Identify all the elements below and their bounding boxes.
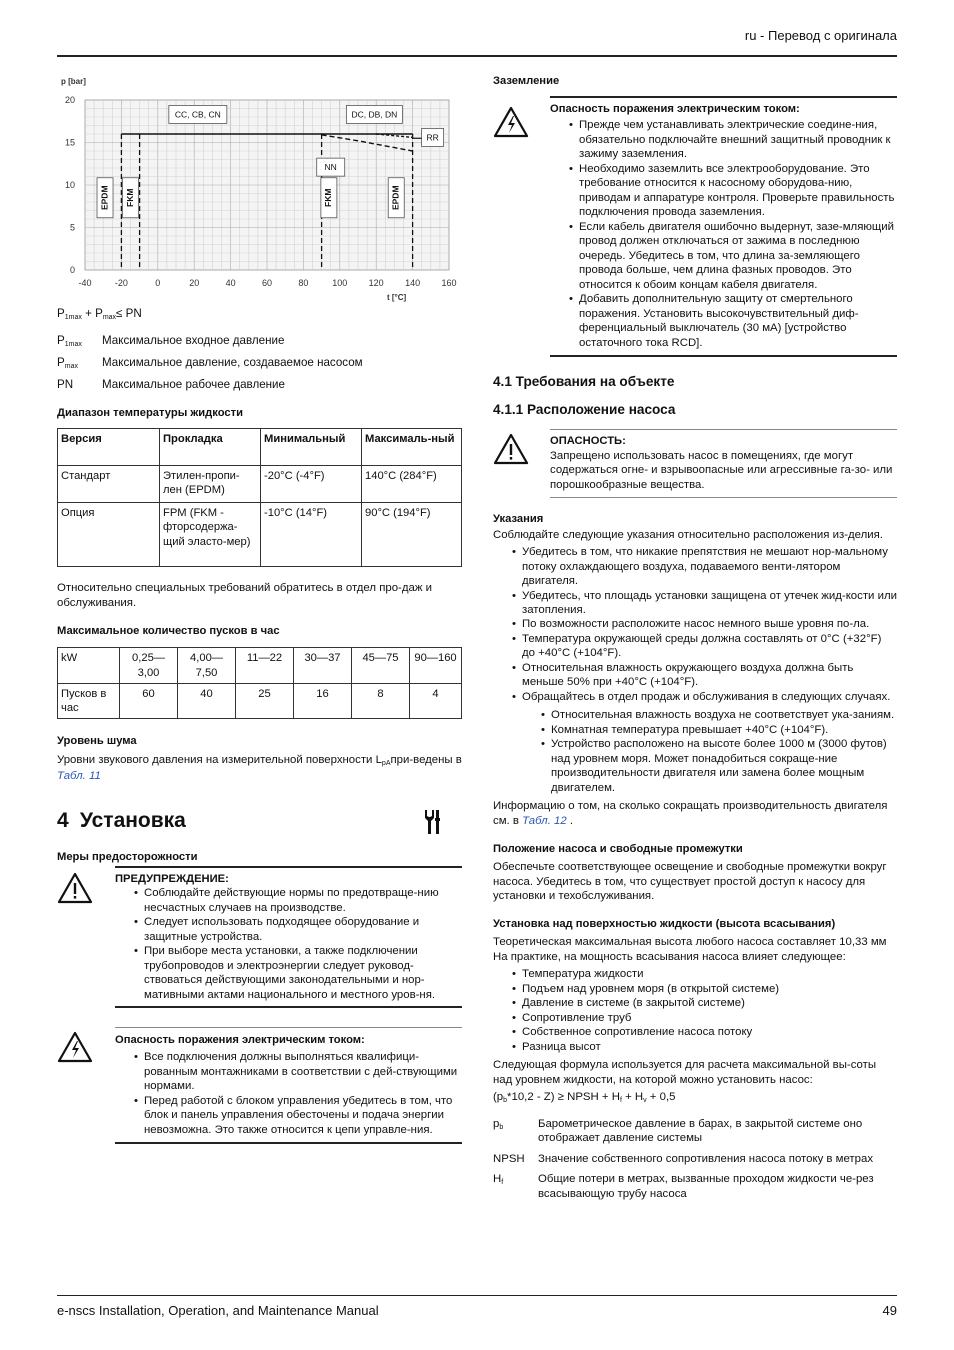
warning-list	[132, 886, 462, 1002]
x-tick-label: 0	[155, 278, 161, 288]
y-tick-label: 10	[64, 180, 75, 190]
definition-row: Pmax Максимальное давление, создаваемое насосом	[57, 355, 363, 370]
list-item: • Сопротивление труб	[510, 1011, 897, 1025]
list-item: • Относительная влажность воздуха не соответствует ука-заниям.	[539, 708, 897, 722]
table-cell: Стандарт	[58, 466, 160, 503]
table-cell: 90—160	[410, 648, 462, 683]
suction-title: Установка над поверхностью жидкости (высота всасывания)	[493, 917, 836, 930]
list-item: • Прежде чем устанавливать электрические соедине-ния, обязательно подключайте внешний защитный проводник к зажиму заземления.	[567, 118, 897, 161]
pressure-temperature-chart	[57, 72, 462, 304]
x-tick-label: -40	[78, 278, 92, 288]
left-column	[57, 307, 462, 864]
pressure-definitions	[57, 332, 462, 394]
list-item: • По возможности расположите насос немного выше уровня по-ла.	[510, 617, 897, 631]
list-item: • Перед работой с блоком управления убедитесь в том, что блок и панель управления обесточены и подача энергии невозможна. Это также относится к цепи управле-ния.	[132, 1094, 462, 1137]
table-cell: 25	[236, 683, 294, 718]
section-4-1-heading: 4.1 Требования на объекте	[493, 374, 675, 390]
list-item: • При выборе места установки, а также подключении трубопроводов и электроэнергии следует руковод-ствоваться действующими законодательными и нор-мативными актами национального и местного уров-ня.	[132, 944, 462, 1002]
warning-title: ПРЕДУПРЕЖДЕНИЕ:	[115, 873, 229, 885]
grounding-warning-title: Опасность поражения электрическим током:	[550, 103, 800, 116]
starts-table	[57, 647, 462, 719]
suction-text: Теоретическая максимальная высота любого насоса составляет 10,33 мм На практике, на мощность всасывания насоса влияет следующее:	[493, 936, 887, 963]
list-item: • Следует использовать подходящее оборудование и защитные устройства.	[132, 915, 462, 944]
y-tick-label: 20	[64, 95, 75, 105]
table-cell: kW	[58, 648, 120, 683]
noise-title: Уровень шума	[57, 735, 137, 748]
x-tick-label: 40	[225, 278, 236, 288]
formula-definitions	[493, 1117, 897, 1201]
chapter-title: Установка	[79, 808, 186, 832]
starts-title: Максимальное количество пусков в час	[57, 625, 280, 638]
notes-title: Указания	[493, 513, 544, 526]
table-row	[58, 683, 462, 718]
chapter-heading	[57, 808, 462, 838]
temp-range-title: Диапазон температуры жидкости	[57, 406, 243, 419]
grounding-title: Заземление	[493, 75, 560, 87]
y-tick-label: 15	[64, 137, 75, 148]
list-item: • Обращайтесь в отдел продаж и обслуживания в следующих случаях.	[510, 690, 897, 704]
electric-hazard-icon	[57, 1031, 93, 1063]
list-item: • Комнатная температура превышает +40°C (+104°F).	[539, 723, 897, 737]
table-cell: 11—22	[236, 648, 294, 683]
table-row	[58, 503, 462, 567]
table-header-row	[58, 429, 462, 466]
definition-row: pb Барометрическое давление в барах, в закрытой системе оно отображает давление системы	[493, 1117, 863, 1145]
list-item: • Температура жидкости	[510, 967, 897, 981]
table-cell: Пусков в час	[58, 683, 120, 718]
x-axis-label: t [°C]	[387, 293, 407, 302]
list-item: • Давление в системе (в закрытой системе)	[510, 996, 897, 1010]
footer-title: e-nscs Installation, Operation, and Maintenance Manual	[57, 1303, 379, 1318]
table-11-link[interactable]: Табл. 11	[57, 770, 101, 783]
danger-text: Запрещено использовать насос в помещениях, где могут содержаться огне- и взрывоопасные или агрессивные га-зо- или порошкообразные вещества.	[550, 449, 893, 491]
temp-note: Относительно специальных требований обратитесь в отдел про-даж и обслуживания.	[57, 582, 432, 609]
x-tick-label: 120	[368, 278, 384, 288]
list-item: • Добавить дополнительную защиту от смертельного поражения. Установить высокочувствительный диф-ференциальный выключатель (30 мА) [устройство остаточного тока RCD].	[567, 292, 897, 350]
suction-list	[510, 967, 897, 1054]
table-cell: 8	[352, 683, 410, 718]
x-tick-label: 20	[189, 278, 200, 288]
chapter-number: 4	[57, 808, 69, 832]
precautions-title: Меры предосторожности	[57, 850, 198, 863]
material-label: FKM	[323, 188, 334, 207]
warning-box	[57, 866, 462, 1008]
table-cell: -20°C (-4°F)	[261, 466, 362, 503]
pressure-formula: P1max + Pmax≤ PN	[57, 307, 142, 321]
table-cell: 140°C (284°F)	[362, 466, 462, 503]
footer-rule	[57, 1295, 897, 1296]
table-cell: 4,00— 7,50	[178, 648, 236, 683]
danger-bottom-rule	[550, 497, 897, 498]
table-cell: FPM (FKM - фторсодержа-щий эласто-мер)	[160, 503, 261, 567]
header-rule	[57, 55, 897, 57]
table-header-cell: Максималь-ный	[362, 429, 462, 466]
list-item: • Соблюдайте действующие нормы по предотвраще-нию несчастных случаев на производстве.	[132, 886, 462, 915]
danger-title: ОПАСНОСТЬ:	[550, 434, 626, 447]
grounding-list	[567, 118, 897, 350]
table-cell: 40	[178, 683, 236, 718]
warning-bottom-rule	[115, 1006, 462, 1008]
series-callout-label: NN	[324, 162, 337, 173]
tools-icon	[421, 808, 443, 836]
x-tick-label: -20	[114, 278, 128, 288]
table-cell: 0,25— 3,00	[120, 648, 178, 683]
electric-bottom-rule	[115, 1142, 462, 1144]
material-label: EPDM	[99, 185, 110, 211]
table-cell: 60	[120, 683, 178, 718]
list-item: • Убедитесь, что площадь установки защищена от утечек жид-кости или затопления.	[510, 589, 897, 618]
list-item: • Относительная влажность окружающего воздуха должна быть меньше 50% при +40°C (+104°F).	[510, 661, 897, 690]
electric-title: Опасность поражения электрическим током:	[115, 1034, 365, 1046]
series-callout-label: RR	[426, 132, 439, 143]
x-tick-label: 60	[261, 278, 273, 288]
table-header-cell: Минимальный	[261, 429, 362, 466]
warning-top-rule	[115, 866, 462, 868]
danger-triangle-icon	[493, 433, 529, 465]
list-item: • Убедитесь в том, что никакие препятствия не мешают нор-мальному потоку охлаждающего воздуха, подаваемого венти-лятором двигателя.	[510, 545, 897, 588]
definition-row: PN Максимальное рабочее давление	[57, 377, 285, 391]
warning-triangle-icon	[57, 872, 93, 904]
table-header-cell: Версия	[58, 429, 160, 466]
table-header-cell: Прокладка	[160, 429, 261, 466]
table-cell: 90°C (194°F)	[362, 503, 462, 567]
x-tick-label: 160	[441, 278, 457, 288]
table-cell: -10°C (14°F)	[261, 503, 362, 567]
position-text: Обеспечьте соответствующее освещение и свободные промежутки вокруг насоса. Убедитесь в том, что существует простой доступ к насосу для установки и техобслуживания.	[493, 861, 887, 903]
y-axis-label: p [bar]	[61, 77, 86, 86]
list-item: • Разница высот	[510, 1040, 897, 1054]
y-tick-label: 5	[69, 222, 75, 233]
table-cell: 16	[294, 683, 352, 718]
x-tick-label: 100	[332, 278, 348, 288]
grounding-top-rule	[550, 96, 897, 98]
x-tick-label: 140	[405, 278, 421, 288]
list-item: • Все подключения должны выполняться квалифици-рованным монтажниками в соответствии с дей-ствующими нормами.	[132, 1050, 462, 1093]
table-cell: Опция	[58, 503, 160, 567]
list-item: • Собственное сопротивление насоса потоку	[510, 1025, 897, 1039]
definition-row: Hf Общие потери в метрах, вызванные проходом жидкости че-рез всасывающую трубу насоса	[493, 1173, 874, 1200]
list-item: • Температура окружающей среды должна составлять от 0°C (+32°F) до +40°C (+104°F).	[510, 632, 897, 661]
suction-formula: (pb*10,2 - Z) ≥ NPSH + Hf + Hv + 0,5	[493, 1091, 676, 1104]
material-label: EPDM	[390, 185, 401, 211]
table-cell: 45—75	[352, 648, 410, 683]
danger-top-rule	[550, 429, 897, 430]
table-row	[58, 648, 462, 683]
electric-hazard-box	[57, 1027, 462, 1144]
electric-hazard-icon	[493, 106, 529, 138]
noise-text: Уровни звукового давления на измерительной поверхности LpAпри-ведены в Табл. 11	[57, 754, 462, 783]
notes-intro: Соблюдайте следующие указания относительно расположения из-делия.	[493, 528, 883, 541]
material-label: FKM	[124, 188, 135, 207]
section-4-1-1-heading: 4.1.1 Расположение насоса	[493, 402, 676, 418]
table-cell: Этилен-пропи-лен (EPDM)	[160, 466, 261, 503]
table-cell: 4	[410, 683, 462, 718]
position-title: Положение насоса и свободные промежутки	[493, 843, 743, 856]
list-item: • Необходимо заземлить все электрооборудование. Это требование относится к насосному оборудова-нию, приводам и аппаратуре контроля. Проверьте правильность подключения провода заземления.	[567, 162, 897, 220]
derate-text: Информацию о том, на сколько сокращать производительность двигателя см. в Табл. 12 .	[493, 800, 888, 827]
electric-list	[132, 1050, 462, 1137]
temp-range-table	[57, 428, 462, 567]
list-item: • Если кабель двигателя ошибочно выдернут, зазе-мляющий провод должен отключаться от зажима в последнюю очередь. Убедитесь в том, что длина за-земляющего провода больше, чем длина фазных проводов. Это относится к обоим концам кабеля двигателя.	[567, 220, 897, 292]
series-callout-label: DC, DB, DN	[351, 109, 398, 120]
page-header: ru - Перевод с оригинала	[744, 28, 897, 43]
list-item: • Подъем над уровнем моря (в открытой системе)	[510, 982, 897, 996]
definition-row: NPSH Значение собственного сопротивления насоса потоку в метрах	[493, 1152, 874, 1165]
table-cell: 30—37	[294, 648, 352, 683]
page-number: 49	[882, 1303, 897, 1318]
notes-sub-list	[539, 708, 897, 795]
grounding-bottom-rule	[550, 355, 897, 357]
right-column	[493, 74, 897, 1201]
series-callout-label: CC, CB, CN	[174, 109, 221, 120]
list-item: • Устройство расположено на высоте более 1000 м (3000 футов) над уровнем моря. Может понадобиться сокраще-ние производительности двигателя или замена более мощным двигателем.	[539, 737, 897, 795]
electric-top-rule	[115, 1027, 462, 1028]
y-tick-label: 0	[69, 265, 75, 275]
formula-intro: Следующая формула используется для расчета максимальной вы-соты над уровнем жидкости, на которой можно установить насос:	[493, 1059, 877, 1086]
x-tick-label: 80	[298, 278, 309, 288]
definition-row: P1max Максимальное входное давление	[57, 333, 285, 348]
table-row	[58, 466, 462, 503]
notes-list	[510, 545, 897, 704]
table-12-link[interactable]: Табл. 12	[522, 814, 567, 827]
